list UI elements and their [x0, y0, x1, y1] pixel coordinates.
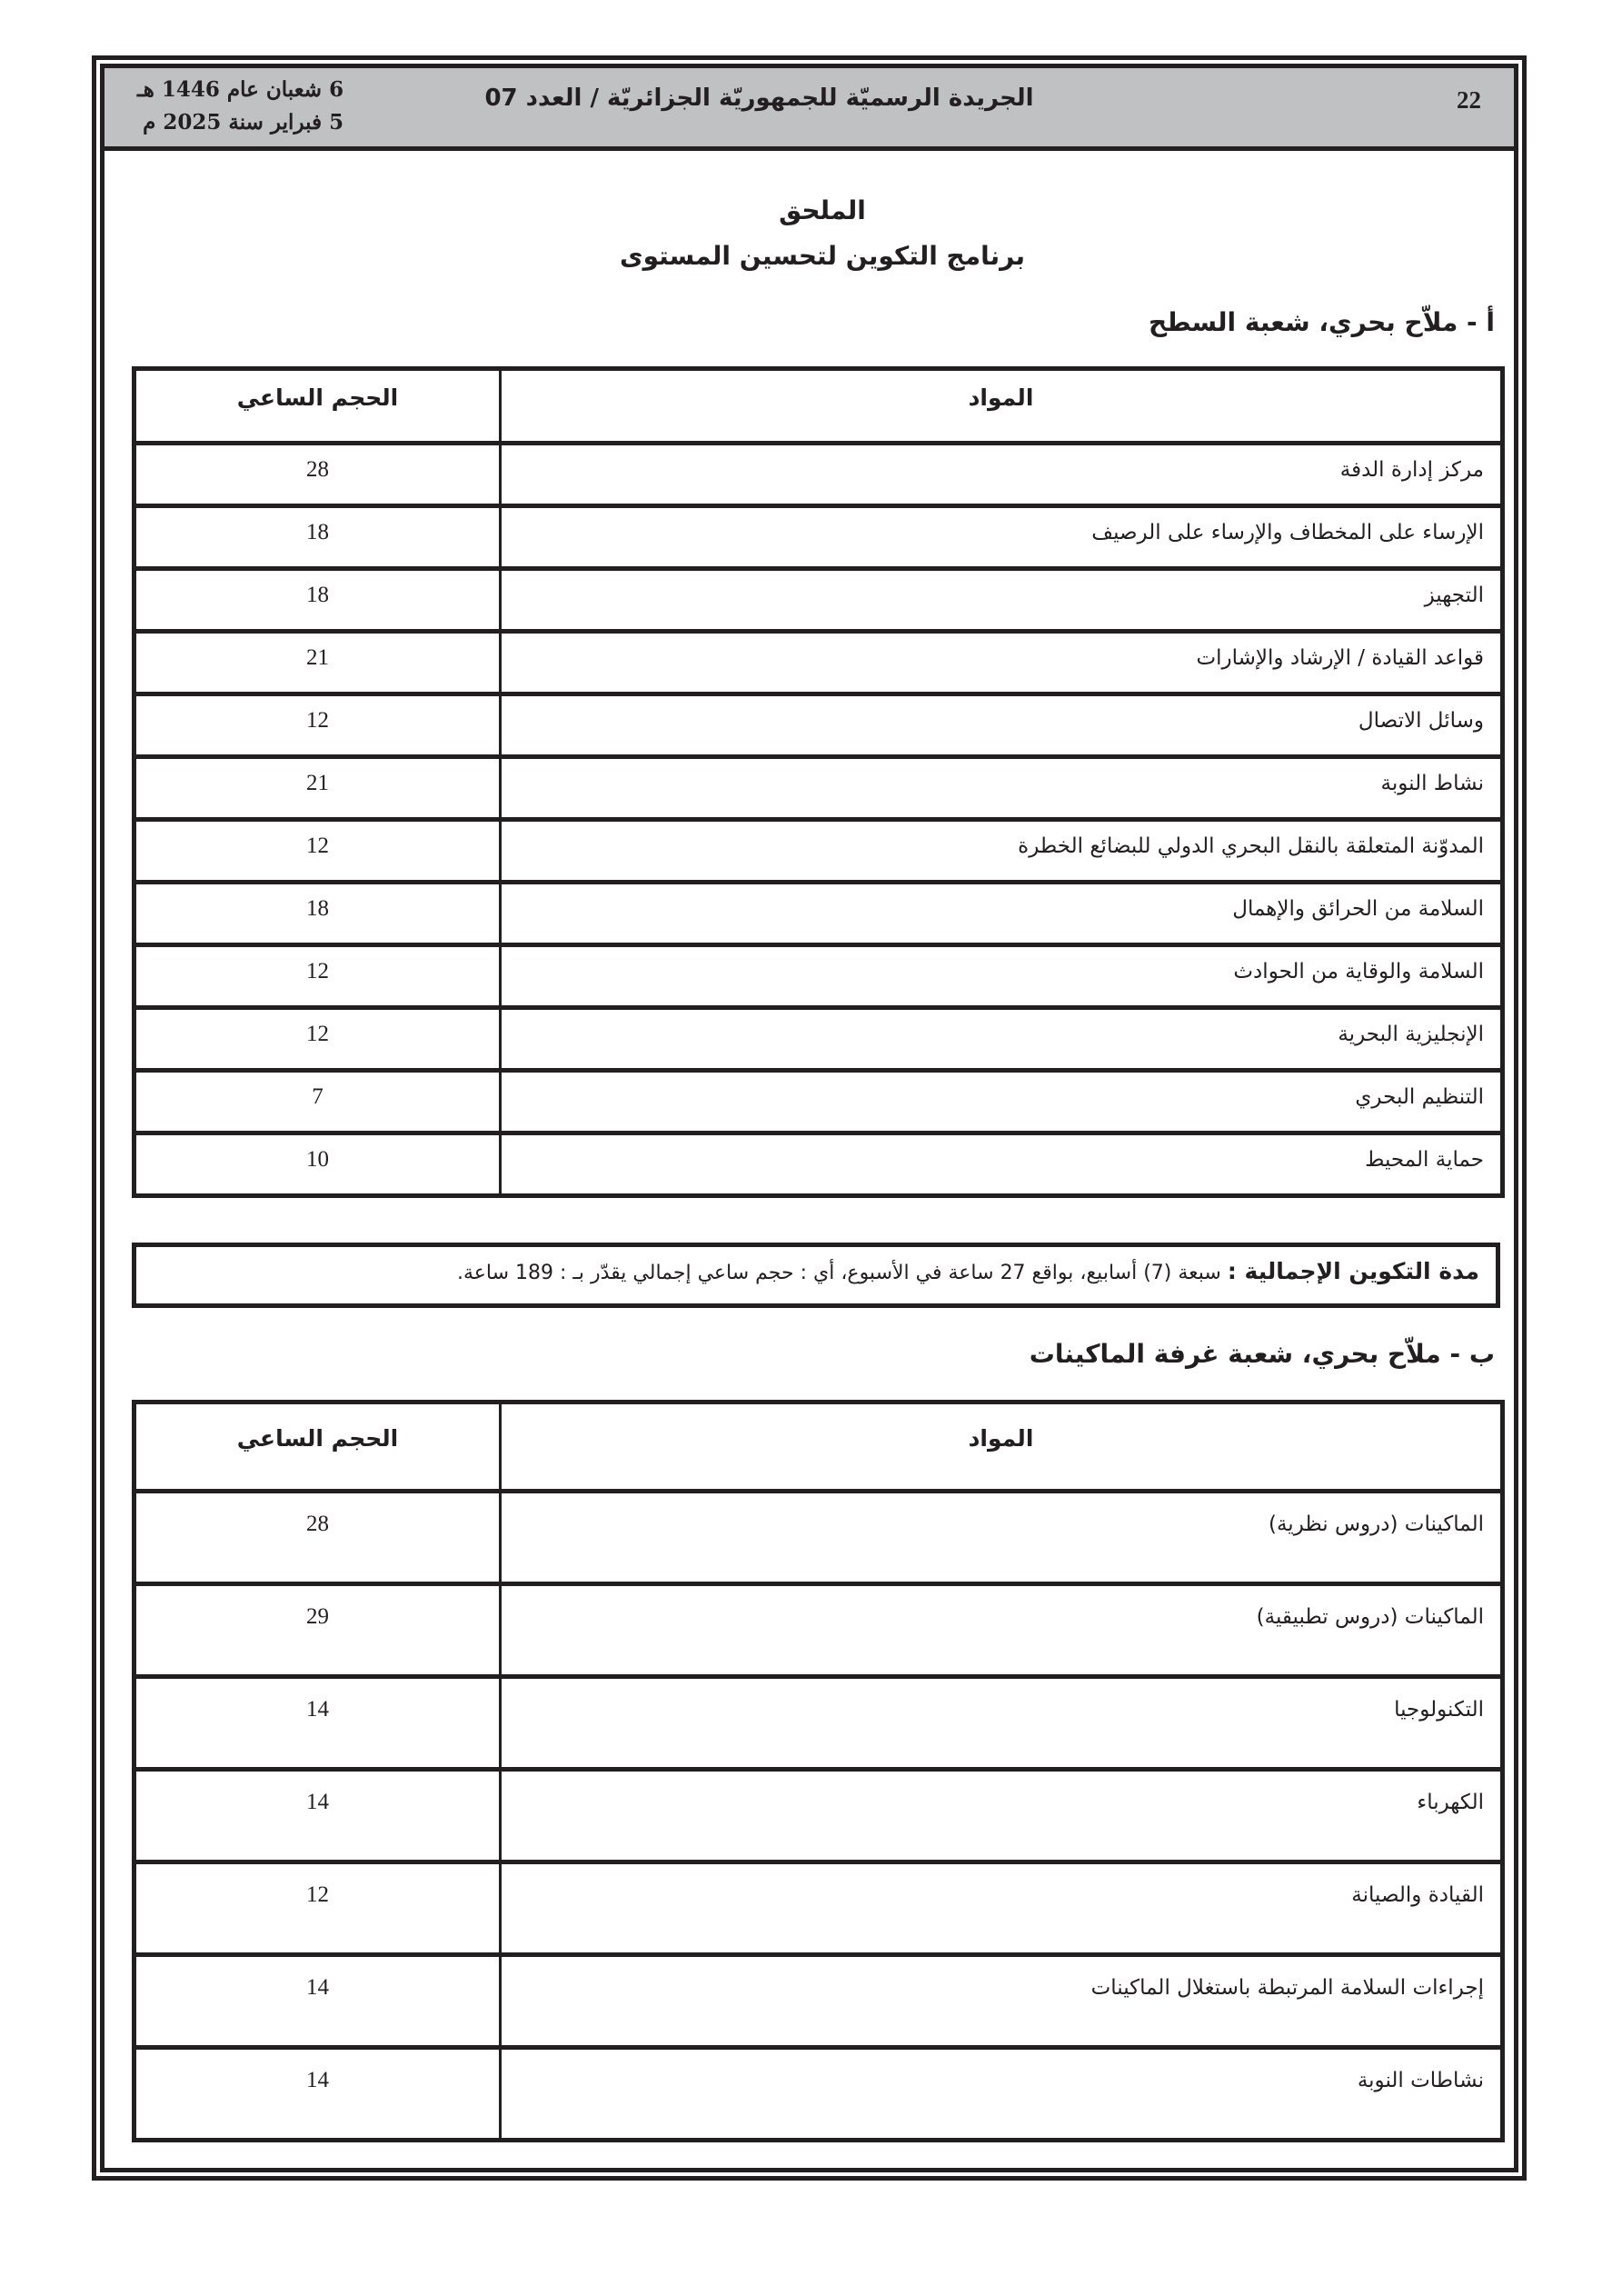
section-b-table	[132, 1400, 1505, 2142]
subject-cell: التنظيم البحري	[501, 1071, 1503, 1133]
subject-cell: التجهيز	[501, 569, 1503, 632]
training-duration-summary	[132, 1243, 1500, 1308]
subject-cell: قواعد القيادة / الإرشاد والإشارات	[501, 632, 1503, 694]
hours-cell: 12	[134, 945, 501, 1008]
subject-cell: القيادة والصيانة	[501, 1862, 1503, 1955]
subject-cell: التكنولوجيا	[501, 1677, 1503, 1770]
page-number: 22	[1457, 86, 1481, 114]
table-row	[134, 883, 1503, 945]
subject-cell: مركز إدارة الدفة	[501, 444, 1503, 506]
subject-cell: حماية المحيط	[501, 1133, 1503, 1196]
gazette-header	[104, 68, 1514, 151]
column-header-subject: المواد	[501, 369, 1503, 444]
column-header-hours: الحجم الساعي	[134, 369, 501, 444]
subject-cell: نشاط النوبة	[501, 757, 1503, 820]
hours-cell: 14	[134, 2048, 501, 2141]
table-row	[134, 1071, 1503, 1133]
subject-cell: الماكينات (دروس نظرية)	[501, 1492, 1503, 1584]
section-a-table	[132, 366, 1505, 1198]
table-header-row	[134, 369, 1503, 444]
hours-cell: 28	[134, 444, 501, 506]
table-row	[134, 632, 1503, 694]
table-row	[134, 1008, 1503, 1071]
summary-text: سبعة (7) أسابيع، بواقع 27 ساعة في الأسبوع، أي : حجم ساعي إجمالي يقدّر بـ : 189 ساعة.	[456, 1262, 1228, 1284]
hours-cell: 21	[134, 632, 501, 694]
table-row	[134, 2048, 1503, 2141]
table-row	[134, 1133, 1503, 1196]
hours-cell: 14	[134, 1677, 501, 1770]
hours-cell: 10	[134, 1133, 501, 1196]
hours-cell: 12	[134, 1862, 501, 1955]
column-header-hours: الحجم الساعي	[134, 1403, 501, 1492]
hours-cell: 14	[134, 1770, 501, 1862]
table-row	[134, 1584, 1503, 1677]
table-row	[134, 444, 1503, 506]
date-hijri: 6 شعبان عام 1446 هـ	[137, 77, 344, 102]
summary-label: مدة التكوين الإجمالية :	[1227, 1258, 1479, 1284]
hours-cell: 18	[134, 506, 501, 569]
subject-cell: نشاطات النوبة	[501, 2048, 1503, 2141]
hours-cell: 28	[134, 1492, 501, 1584]
hours-cell: 18	[134, 883, 501, 945]
table-row	[134, 1862, 1503, 1955]
table-row	[134, 1492, 1503, 1584]
issue-date	[137, 74, 343, 139]
date-gregorian: 5 فبراير سنة 2025 م	[143, 110, 344, 135]
table-header-row	[134, 1403, 1503, 1492]
hours-cell: 7	[134, 1071, 501, 1133]
hours-cell: 12	[134, 694, 501, 757]
table-row	[134, 1677, 1503, 1770]
section-a-heading: أ - ملاّح بحري، شعبة السطح	[1149, 307, 1495, 337]
subject-cell: وسائل الاتصال	[501, 694, 1503, 757]
subject-cell: السلامة والوقاية من الحوادث	[501, 945, 1503, 1008]
hours-cell: 14	[134, 1955, 501, 2048]
subject-cell: المدوّنة المتعلقة بالنقل البحري الدولي للبضائع الخطرة	[501, 820, 1503, 883]
gazette-title: الجريدة الرسميّة للجمهوريّة الجزائريّة / العدد 07	[484, 85, 1034, 112]
table-row	[134, 945, 1503, 1008]
hours-cell: 21	[134, 757, 501, 820]
hours-cell: 12	[134, 1008, 501, 1071]
table-row	[134, 569, 1503, 632]
table-row	[134, 1955, 1503, 2048]
table-row	[134, 506, 1503, 569]
hours-cell: 18	[134, 569, 501, 632]
subject-cell: الإنجليزية البحرية	[501, 1008, 1503, 1071]
section-b-heading: ب - ملاّح بحري، شعبة غرفة الماكينات	[1029, 1339, 1495, 1369]
column-header-subject: المواد	[501, 1403, 1503, 1492]
annex-subtitle: برنامج التكوين لتحسين المستوى	[619, 241, 1026, 271]
subject-cell: الماكينات (دروس تطبيقية)	[501, 1584, 1503, 1677]
hours-cell: 29	[134, 1584, 501, 1677]
table-row	[134, 757, 1503, 820]
table-row	[134, 820, 1503, 883]
subject-cell: الكهرباء	[501, 1770, 1503, 1862]
table-row	[134, 1770, 1503, 1862]
annex-title: الملحق	[779, 195, 866, 225]
subject-cell: إجراءات السلامة المرتبطة باستغلال الماكينات	[501, 1955, 1503, 2048]
table-row	[134, 694, 1503, 757]
subject-cell: السلامة من الحرائق والإهمال	[501, 883, 1503, 945]
hours-cell: 12	[134, 820, 501, 883]
subject-cell: الإرساء على المخطاف والإرساء على الرصيف	[501, 506, 1503, 569]
